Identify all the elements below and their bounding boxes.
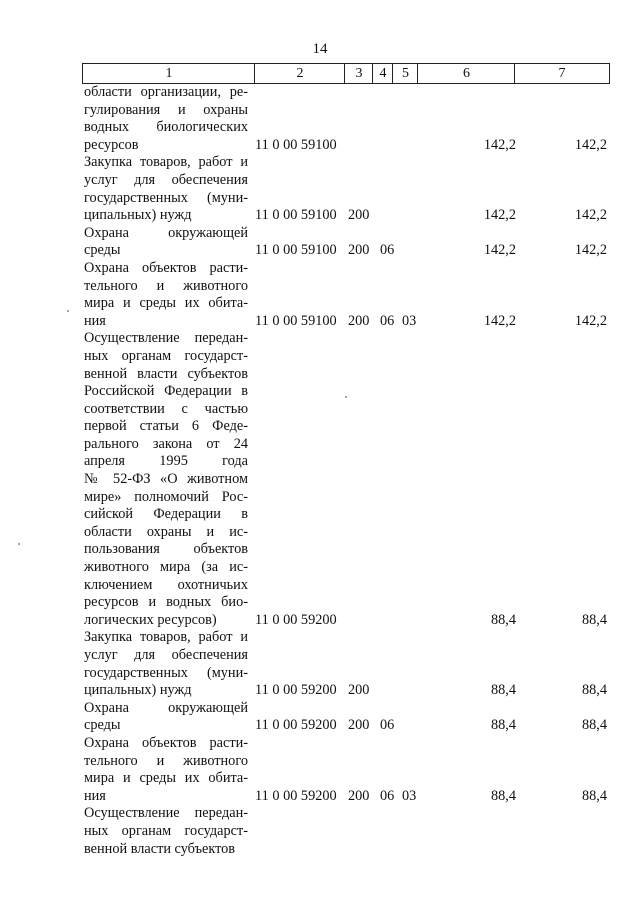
row-description — [84, 330, 248, 629]
header-col-3: 3 — [344, 63, 373, 84]
header-col-7: 7 — [514, 63, 610, 84]
description-line: ципальных) нужд — [84, 682, 192, 699]
row-description — [84, 629, 248, 699]
description-line: Охрана объектов расти- — [84, 734, 248, 751]
row-code: 11 0 00 59200 — [255, 682, 337, 699]
header-col-6: 6 — [417, 63, 515, 84]
header-col-2: 2 — [254, 63, 345, 84]
description-line: сийской Федерации в — [84, 506, 248, 523]
description-line: Охрана окружающей — [84, 224, 248, 241]
table-row — [0, 260, 640, 330]
description-line: мире» полномочий Рос- — [84, 488, 248, 505]
row-v6: 142,2 — [483, 242, 516, 259]
row-type: 200 — [348, 717, 370, 734]
row-code: 11 0 00 59200 — [255, 717, 337, 734]
table-row — [0, 629, 640, 699]
description-line: № 52-ФЗ «О животном — [84, 471, 248, 488]
row-v7: 142,2 — [574, 136, 607, 153]
row-type: 200 — [348, 207, 370, 224]
row-subsection: 03 — [402, 312, 417, 329]
row-v6: 88,4 — [490, 717, 516, 734]
description-line: среды — [84, 717, 121, 734]
row-description — [84, 735, 248, 805]
row-type: 200 — [348, 787, 370, 804]
scan-speck — [345, 396, 347, 398]
description-line: мира и среды их обита- — [84, 770, 248, 787]
row-v6: 142,2 — [483, 136, 516, 153]
row-code: 11 0 00 59100 — [255, 136, 337, 153]
row-section: 06 — [380, 787, 395, 804]
row-v6: 142,2 — [483, 207, 516, 224]
table-body — [0, 84, 640, 858]
description-line: ресурсов и водных био- — [84, 594, 248, 611]
description-line: логических ресурсов) — [84, 611, 217, 628]
description-line: ния — [84, 787, 106, 804]
description-line: соответствии с частью — [84, 400, 248, 417]
scan-speck — [18, 543, 20, 545]
row-v7: 88,4 — [581, 611, 607, 628]
scan-speck — [67, 310, 69, 312]
row-v7: 142,2 — [574, 242, 607, 259]
description-line: апреля 1995 года — [84, 453, 248, 470]
row-description — [84, 225, 248, 260]
description-line: Осуществление передан- — [84, 330, 248, 347]
row-description — [84, 805, 248, 858]
row-code: 11 0 00 59100 — [255, 207, 337, 224]
row-type: 200 — [348, 242, 370, 259]
description-line: ципальных) нужд — [84, 207, 192, 224]
description-line: венной власти субъектов — [84, 840, 236, 857]
table-header-row — [82, 63, 609, 84]
table-row — [0, 225, 640, 260]
description-line: пользования объектов — [84, 541, 248, 558]
description-line: Закупка товаров, работ и — [84, 154, 248, 171]
description-line: государственных (муни- — [84, 189, 248, 206]
description-line: Охрана объектов расти- — [84, 259, 248, 276]
row-v6: 142,2 — [483, 312, 516, 329]
description-line: ных органам государст- — [84, 822, 248, 839]
row-v6: 88,4 — [490, 787, 516, 804]
description-line: Закупка товаров, работ и — [84, 629, 248, 646]
description-line: услуг для обеспечения — [84, 171, 248, 188]
table-row — [0, 154, 640, 224]
description-line: рального закона от 24 — [84, 435, 248, 452]
row-description — [84, 260, 248, 330]
table-row — [0, 330, 640, 629]
header-col-5: 5 — [392, 63, 418, 84]
row-v6: 88,4 — [490, 682, 516, 699]
row-v7: 142,2 — [574, 207, 607, 224]
row-section: 06 — [380, 242, 395, 259]
row-description — [84, 700, 248, 735]
page-number: 14 — [312, 41, 328, 57]
description-line: государственных (муни- — [84, 664, 248, 681]
row-section: 06 — [380, 717, 395, 734]
description-line: Охрана окружающей — [84, 699, 248, 716]
description-line: услуг для обеспечения — [84, 647, 248, 663]
header-col-1: 1 — [82, 63, 255, 84]
description-line: гулирования и охраны — [84, 101, 248, 118]
row-section: 06 — [380, 312, 395, 329]
description-line: Российской Федерации в — [84, 383, 248, 400]
description-line: ния — [84, 312, 106, 329]
row-subsection: 03 — [402, 787, 417, 804]
row-v7: 88,4 — [581, 787, 607, 804]
header-col-4: 4 — [372, 63, 393, 84]
row-code: 11 0 00 59200 — [255, 611, 337, 628]
description-line: Осуществление передан- — [84, 805, 248, 822]
table-row — [0, 735, 640, 805]
row-code: 11 0 00 59200 — [255, 787, 337, 804]
description-line: венной власти субъектов — [84, 365, 248, 382]
description-line: первой статьи 6 Феде- — [84, 418, 248, 435]
row-v7: 88,4 — [581, 717, 607, 734]
description-line: ных органам государст- — [84, 347, 248, 364]
row-description — [84, 84, 248, 154]
row-v6: 88,4 — [490, 611, 516, 628]
row-code: 11 0 00 59100 — [255, 242, 337, 259]
table-row — [0, 84, 640, 154]
row-code: 11 0 00 59100 — [255, 312, 337, 329]
description-line: области организации, ре- — [84, 84, 248, 100]
row-v7: 142,2 — [574, 312, 607, 329]
table-row — [0, 805, 640, 858]
row-description — [84, 154, 248, 224]
description-line: тельного и животного — [84, 277, 248, 294]
row-type: 200 — [348, 312, 370, 329]
table-row — [0, 700, 640, 735]
description-line: ресурсов — [84, 136, 139, 153]
description-line: области охраны и ис- — [84, 523, 248, 540]
row-type: 200 — [348, 682, 370, 699]
description-line: водных биологических — [84, 119, 248, 136]
description-line: ключением охотничьих — [84, 576, 248, 593]
description-line: мира и среды их обита- — [84, 295, 248, 312]
description-line: животного мира (за ис- — [84, 559, 248, 576]
description-line: среды — [84, 242, 121, 259]
description-line: тельного и животного — [84, 752, 248, 769]
row-v7: 88,4 — [581, 682, 607, 699]
